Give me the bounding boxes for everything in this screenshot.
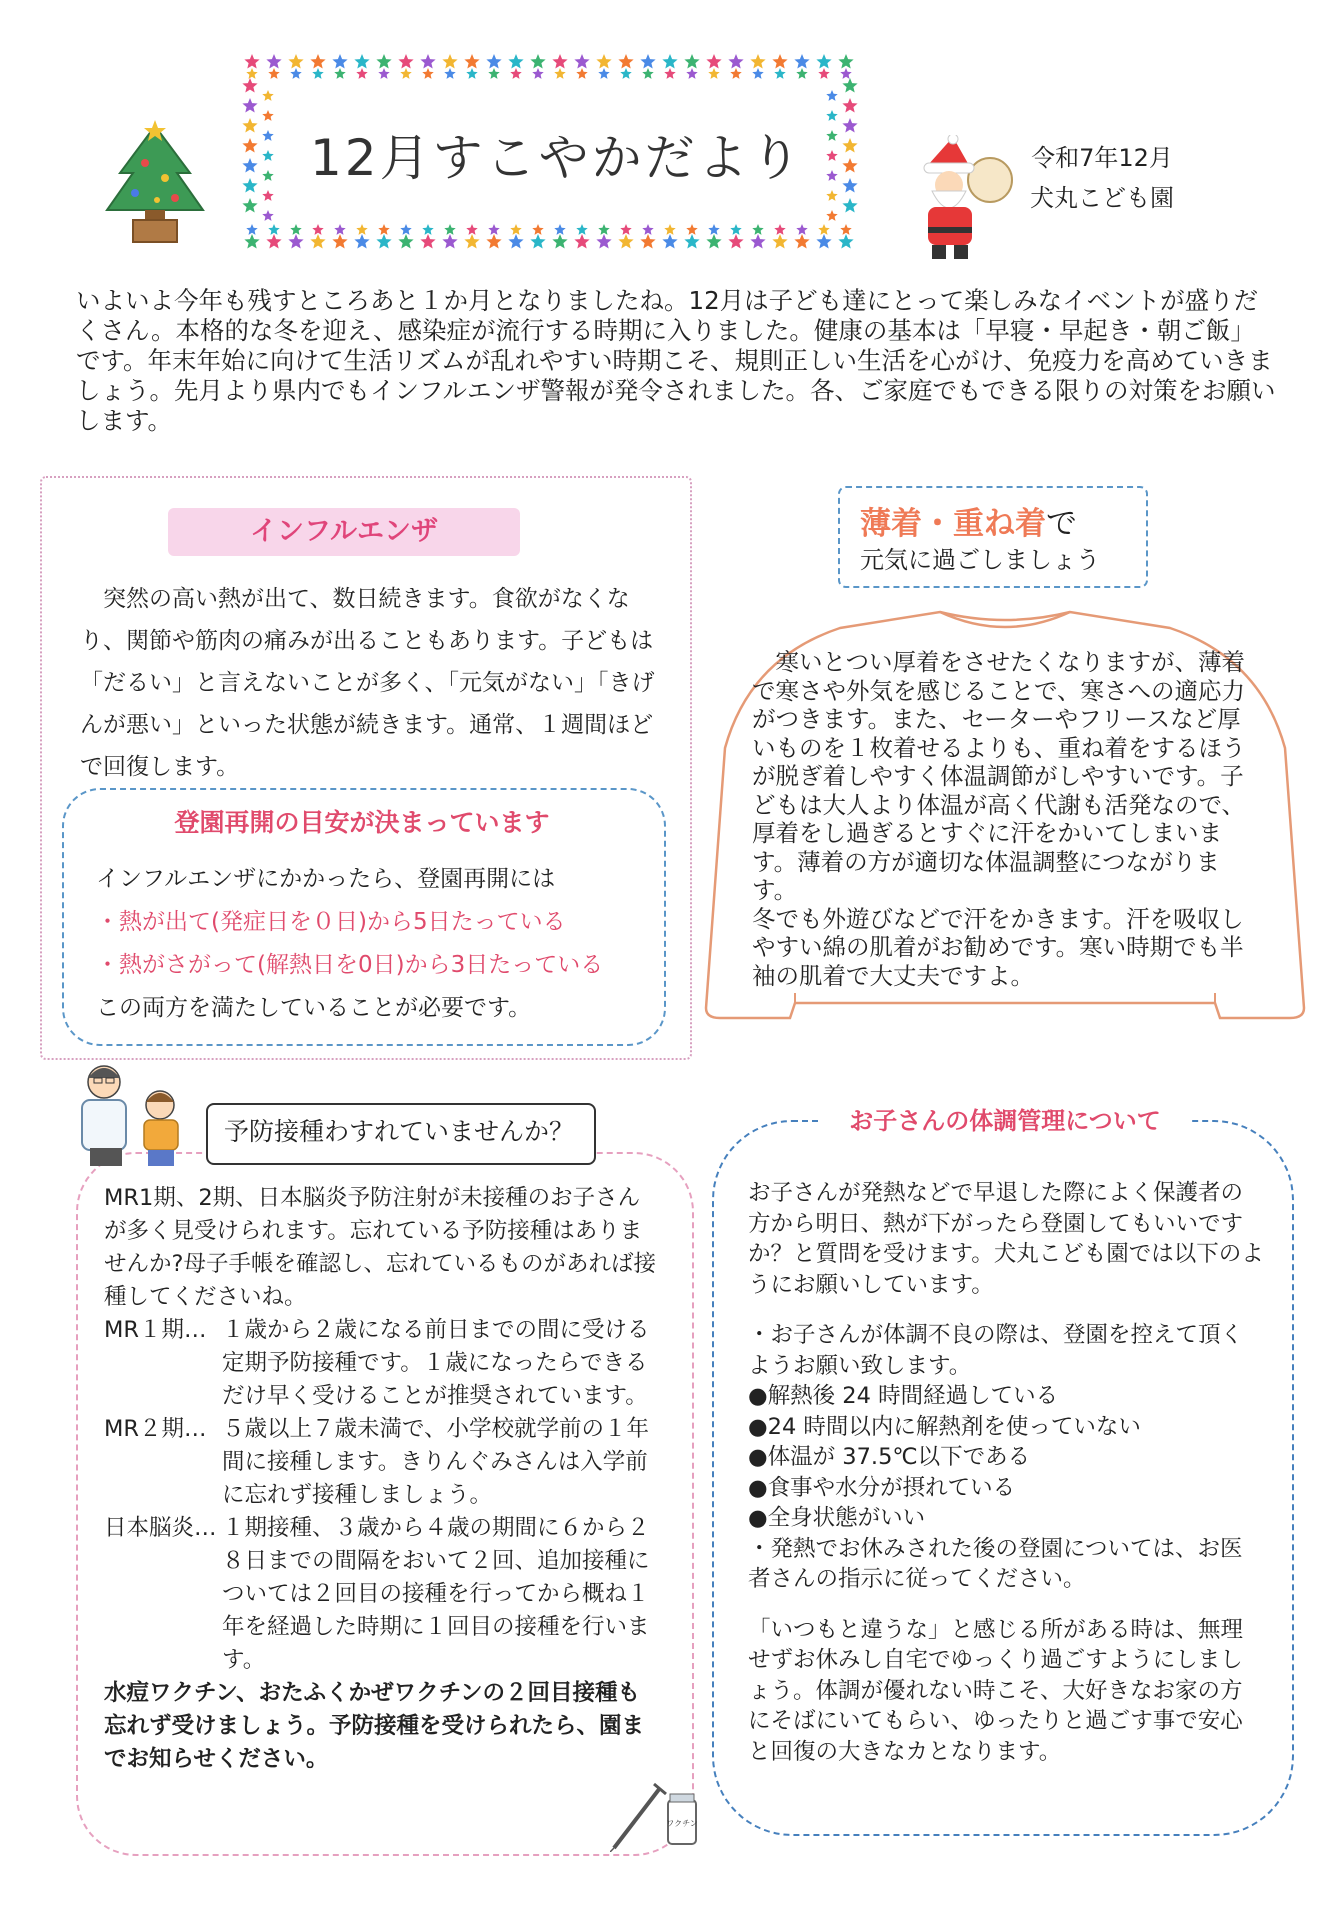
frame-star-icon bbox=[242, 178, 257, 193]
intro-paragraph: いよいよ今年も残すところあと１か月となりましたね。12月は子ども達にとって楽しみなイベントが盛りだくさん。本格的な冬を迎え、感染症が流行する時期に入りました。健康の基本は「早寝・早起き・朝ご飯」です。年末年始に向けて生活リズムが乱れやすい時期こそ、規則正しい生活を心がけ、免疫力を高めていきましょう。先月より県内でもインフルエンザ警報が発令されました。各、ご家庭でもできる限りの対策をお願いします。 bbox=[76, 286, 1276, 435]
thin-clothing-heading-highlight: 薄着・重ね着 bbox=[860, 506, 1046, 542]
frame-star-icon bbox=[466, 68, 477, 79]
frame-star-icon bbox=[420, 54, 435, 69]
frame-star-icon bbox=[552, 234, 567, 249]
frame-star-icon bbox=[356, 224, 367, 235]
frame-star-icon bbox=[618, 54, 633, 69]
thin-clothing-para-2: 冬でも外遊びなどで汗をかきます。汗を吸収しやすい綿の肌着がお勧めです。寒い時期でも半袖の肌着で大丈夫ですよ。 bbox=[752, 904, 1244, 990]
return-criteria-outro: この両方を満たしていることが必要です。 bbox=[96, 995, 532, 1021]
frame-star-icon bbox=[598, 224, 609, 235]
frame-star-icon bbox=[574, 54, 589, 69]
frame-star-icon bbox=[312, 224, 323, 235]
frame-star-icon bbox=[752, 68, 763, 79]
frame-star-icon bbox=[262, 210, 273, 221]
frame-star-icon bbox=[354, 234, 369, 249]
frame-star-icon bbox=[266, 234, 281, 249]
frame-star-icon bbox=[684, 54, 699, 69]
frame-star-icon bbox=[466, 224, 477, 235]
doctor-child-illustration-icon bbox=[72, 1060, 190, 1170]
frame-star-icon bbox=[664, 224, 675, 235]
header-date-block bbox=[1012, 138, 1192, 218]
vaccination-item bbox=[104, 1314, 660, 1413]
frame-star-icon bbox=[842, 178, 857, 193]
influenza-description: 突然の高い熱が出て、数日続きます。食欲がなくなり、関節や筋肉の痛みが出ることもあります。子どもは「だるい」と言えないことが多く、「元気がない」「きげんが悪い」といった状態が続きます。通常、１週間ほどで回復します。 bbox=[80, 586, 655, 780]
frame-star-icon bbox=[464, 54, 479, 69]
frame-star-icon bbox=[818, 224, 829, 235]
frame-star-icon bbox=[686, 224, 697, 235]
frame-star-icon bbox=[818, 68, 829, 79]
frame-star-icon bbox=[840, 68, 851, 79]
frame-star-icon bbox=[334, 68, 345, 79]
christmas-tree-icon bbox=[95, 118, 215, 248]
frame-star-icon bbox=[640, 54, 655, 69]
frame-star-icon bbox=[664, 68, 675, 79]
frame-star-icon bbox=[442, 234, 457, 249]
frame-star-icon bbox=[400, 224, 411, 235]
frame-star-icon bbox=[244, 234, 259, 249]
frame-star-icon bbox=[464, 234, 479, 249]
child-condition-bullet: ●食事や水分が摂れている bbox=[748, 1474, 1016, 1501]
frame-star-icon bbox=[598, 68, 609, 79]
frame-star-icon bbox=[242, 78, 257, 93]
frame-star-icon bbox=[730, 224, 741, 235]
frame-star-icon bbox=[774, 68, 785, 79]
frame-star-icon bbox=[262, 170, 273, 181]
frame-star-icon bbox=[640, 234, 655, 249]
frame-star-icon bbox=[842, 198, 857, 213]
frame-star-icon bbox=[242, 158, 257, 173]
frame-star-icon bbox=[310, 54, 325, 69]
frame-star-icon bbox=[618, 234, 633, 249]
return-criteria-body bbox=[96, 858, 656, 1030]
frame-star-icon bbox=[552, 54, 567, 69]
frame-star-icon bbox=[246, 68, 257, 79]
frame-star-icon bbox=[442, 54, 457, 69]
vaccine-vial-label: ワクチン bbox=[666, 1819, 698, 1828]
frame-star-icon bbox=[444, 68, 455, 79]
influenza-heading: インフルエンザ bbox=[168, 508, 520, 556]
frame-star-icon bbox=[816, 54, 831, 69]
frame-star-icon bbox=[554, 68, 565, 79]
organization-name: 犬丸こども園 bbox=[1030, 184, 1174, 212]
issue-date: 令和7年12月 bbox=[1031, 144, 1173, 172]
frame-star-icon bbox=[642, 68, 653, 79]
frame-star-icon bbox=[398, 234, 413, 249]
frame-star-icon bbox=[310, 234, 325, 249]
frame-star-icon bbox=[486, 54, 501, 69]
child-condition-bullet: ●24 時間以内に解熱剤を使っていない bbox=[748, 1413, 1141, 1440]
frame-star-icon bbox=[816, 234, 831, 249]
frame-star-icon bbox=[826, 90, 837, 101]
frame-star-icon bbox=[262, 110, 273, 121]
vaccination-item-key: MR２期… bbox=[104, 1416, 207, 1442]
child-condition-note-1: ・お子さんが体調不良の際は、登園を控えて頂くようお願い致します。 bbox=[748, 1322, 1244, 1379]
frame-star-icon bbox=[620, 68, 631, 79]
frame-star-icon bbox=[706, 54, 721, 69]
frame-star-icon bbox=[596, 54, 611, 69]
thin-clothing-heading-suffix: で bbox=[1046, 506, 1077, 542]
newsletter-title: 12月すこやかだより bbox=[310, 129, 804, 187]
frame-star-icon bbox=[554, 224, 565, 235]
frame-star-icon bbox=[246, 224, 257, 235]
child-condition-intro: お子さんが発熱などで早退した際によく保護者の方から明日、熱が下がったら登園してもいいですか？と質問を受けます。犬丸こども園では以下のようにお願いしています。 bbox=[748, 1180, 1264, 1298]
return-condition-2: ・熱がさがって(解熱日を0日)から3日たっている bbox=[96, 952, 604, 978]
santa-icon bbox=[898, 135, 1018, 265]
child-condition-bullet: ●体温が 37.5℃以下である bbox=[748, 1444, 1031, 1470]
vaccination-body bbox=[104, 1182, 660, 1776]
frame-star-icon bbox=[708, 68, 719, 79]
frame-star-icon bbox=[642, 224, 653, 235]
child-condition-body bbox=[748, 1178, 1264, 1767]
frame-star-icon bbox=[530, 54, 545, 69]
frame-star-icon bbox=[444, 224, 455, 235]
frame-star-icon bbox=[268, 68, 279, 79]
vaccination-item bbox=[104, 1413, 660, 1512]
frame-star-icon bbox=[684, 234, 699, 249]
frame-star-icon bbox=[826, 170, 837, 181]
frame-star-icon bbox=[838, 54, 853, 69]
return-criteria-intro: インフルエンザにかかったら、登園再開には bbox=[96, 866, 556, 892]
frame-star-icon bbox=[842, 118, 857, 133]
return-criteria-heading: 登園再開の目安が決まっています bbox=[174, 808, 550, 837]
frame-star-icon bbox=[686, 68, 697, 79]
frame-star-icon bbox=[262, 130, 273, 141]
frame-star-icon bbox=[532, 68, 543, 79]
frame-star-icon bbox=[796, 224, 807, 235]
frame-star-icon bbox=[750, 54, 765, 69]
frame-star-icon bbox=[794, 54, 809, 69]
frame-star-icon bbox=[420, 234, 435, 249]
frame-star-icon bbox=[242, 118, 257, 133]
frame-star-icon bbox=[794, 234, 809, 249]
frame-star-icon bbox=[826, 150, 837, 161]
vaccination-item-text: ５歳以上７歳未満で、小学校就学前の１年間に接種します。きりんぐみさんは入学前に忘れず接種しましょう。 bbox=[222, 1416, 650, 1508]
frame-star-icon bbox=[332, 234, 347, 249]
child-condition-note-2: ・発熱でお休みされた後の登園については、お医者さんの指示に従ってください。 bbox=[748, 1535, 1243, 1592]
frame-star-icon bbox=[398, 54, 413, 69]
frame-star-icon bbox=[262, 190, 273, 201]
frame-star-icon bbox=[750, 234, 765, 249]
frame-star-icon bbox=[706, 234, 721, 249]
frame-star-icon bbox=[488, 68, 499, 79]
frame-star-icon bbox=[288, 234, 303, 249]
frame-star-icon bbox=[488, 224, 499, 235]
frame-star-icon bbox=[772, 54, 787, 69]
vaccination-heading: 予防接種わすれていませんか？ bbox=[223, 1117, 574, 1146]
frame-star-icon bbox=[838, 234, 853, 249]
frame-star-icon bbox=[574, 234, 589, 249]
frame-star-icon bbox=[356, 68, 367, 79]
frame-star-icon bbox=[826, 210, 837, 221]
frame-star-icon bbox=[334, 224, 345, 235]
frame-star-icon bbox=[842, 98, 857, 113]
frame-star-icon bbox=[378, 224, 389, 235]
frame-star-icon bbox=[620, 224, 631, 235]
frame-star-icon bbox=[376, 234, 391, 249]
frame-star-icon bbox=[532, 224, 543, 235]
frame-star-icon bbox=[378, 68, 389, 79]
frame-star-icon bbox=[354, 54, 369, 69]
influenza-body bbox=[80, 578, 660, 788]
child-condition-bullet: ●解熱後 24 時間経過している bbox=[748, 1383, 1059, 1409]
frame-star-icon bbox=[266, 54, 281, 69]
frame-star-icon bbox=[510, 224, 521, 235]
frame-star-icon bbox=[796, 68, 807, 79]
vaccination-item-text: １期接種、３歳から４歳の期間に６から２８日までの間隔をおいて２回、追加接種については２回目の接種を行ってから概ね１年を経過した時期に１回目の接種を行います。 bbox=[222, 1515, 650, 1673]
frame-star-icon bbox=[312, 68, 323, 79]
frame-star-icon bbox=[728, 54, 743, 69]
frame-star-icon bbox=[510, 68, 521, 79]
frame-star-icon bbox=[530, 234, 545, 249]
frame-star-icon bbox=[332, 54, 347, 69]
frame-star-icon bbox=[728, 234, 743, 249]
frame-star-icon bbox=[508, 54, 523, 69]
frame-star-icon bbox=[842, 78, 857, 93]
frame-star-icon bbox=[376, 54, 391, 69]
frame-star-icon bbox=[842, 158, 857, 173]
child-condition-closing: 「いつもと違うな」と感じる所がある時は、無理せずお休みし自宅でゆっくり過ごすようにしましょう。体調が優れない時こそ、大好きなお家の方にそばにいてもらい、ゆったりと過ごす事で安心と回復の大きなカとなります。 bbox=[748, 1616, 1244, 1765]
frame-star-icon bbox=[242, 98, 257, 113]
frame-star-icon bbox=[842, 138, 857, 153]
frame-star-icon bbox=[826, 110, 837, 121]
frame-star-icon bbox=[400, 68, 411, 79]
vaccination-item-text: １歳から２歳になる前日までの間に受ける定期予防接種です。１歳になったらできるだけ早く受けることが推奨されています。 bbox=[222, 1317, 650, 1409]
frame-star-icon bbox=[290, 224, 301, 235]
frame-star-icon bbox=[244, 54, 259, 69]
frame-star-icon bbox=[576, 68, 587, 79]
vaccination-outro: 水痘ワクチン、おたふくかぜワクチンの２回目接種も忘れず受けましょう。予防接種を受けられたら、園までお知らせください。 bbox=[104, 1680, 645, 1772]
frame-star-icon bbox=[422, 68, 433, 79]
frame-star-icon bbox=[752, 224, 763, 235]
frame-star-icon bbox=[508, 234, 523, 249]
frame-star-icon bbox=[290, 68, 301, 79]
thin-clothing-subheading: 元気に過ごしましょう bbox=[860, 546, 1100, 574]
frame-star-icon bbox=[708, 224, 719, 235]
frame-star-icon bbox=[486, 234, 501, 249]
vaccination-item-key: 日本脳炎… bbox=[104, 1515, 217, 1541]
frame-star-icon bbox=[242, 198, 257, 213]
frame-star-icon bbox=[840, 224, 851, 235]
frame-star-icon bbox=[662, 54, 677, 69]
return-condition-1: ・熱が出て(発症日を０日)から5日たっている bbox=[96, 909, 566, 935]
vaccination-item-key: MR１期… bbox=[104, 1317, 207, 1343]
frame-star-icon bbox=[576, 224, 587, 235]
frame-star-icon bbox=[730, 68, 741, 79]
thin-clothing-para-1: 寒いとつい厚着をさせたくなりますが、薄着で寒さや外気を感じることで、寒さへの適応力がつきます。また、セーターやフリースなど厚いものを１枚着せるよりも、重ね着をするほうが脱ぎ着しやすく体温調節がしやすいです。子どもは大人より体温が高く代謝も活発なので、厚着をし過ぎるとすぐに汗をかいてしまいます。薄着の方が適切な体温調整につながります。 bbox=[752, 648, 1246, 904]
frame-star-icon bbox=[774, 224, 785, 235]
frame-star-icon bbox=[268, 224, 279, 235]
vaccination-item bbox=[104, 1512, 660, 1677]
frame-star-icon bbox=[826, 190, 837, 201]
thin-clothing-body bbox=[752, 648, 1257, 990]
frame-star-icon bbox=[662, 234, 677, 249]
child-condition-bullet: ●全身状態がいい bbox=[748, 1505, 926, 1531]
frame-star-icon bbox=[826, 130, 837, 141]
frame-star-icon bbox=[596, 234, 611, 249]
thin-clothing-heading bbox=[860, 498, 1077, 543]
frame-star-icon bbox=[262, 90, 273, 101]
frame-star-icon bbox=[772, 234, 787, 249]
frame-star-icon bbox=[242, 138, 257, 153]
frame-star-icon bbox=[262, 150, 273, 161]
frame-star-icon bbox=[422, 224, 433, 235]
vaccination-intro: MR1期、2期、日本脳炎予防注射が未接種のお子さんが多く見受けられます。忘れている予防接種はありませんか?母子手帳を確認し、忘れているものがあれば接種してくださいね。 bbox=[104, 1185, 656, 1310]
frame-star-icon bbox=[288, 54, 303, 69]
syringe-vaccine-icon bbox=[610, 1772, 700, 1852]
child-condition-heading: お子さんの体調管理について bbox=[849, 1107, 1161, 1135]
